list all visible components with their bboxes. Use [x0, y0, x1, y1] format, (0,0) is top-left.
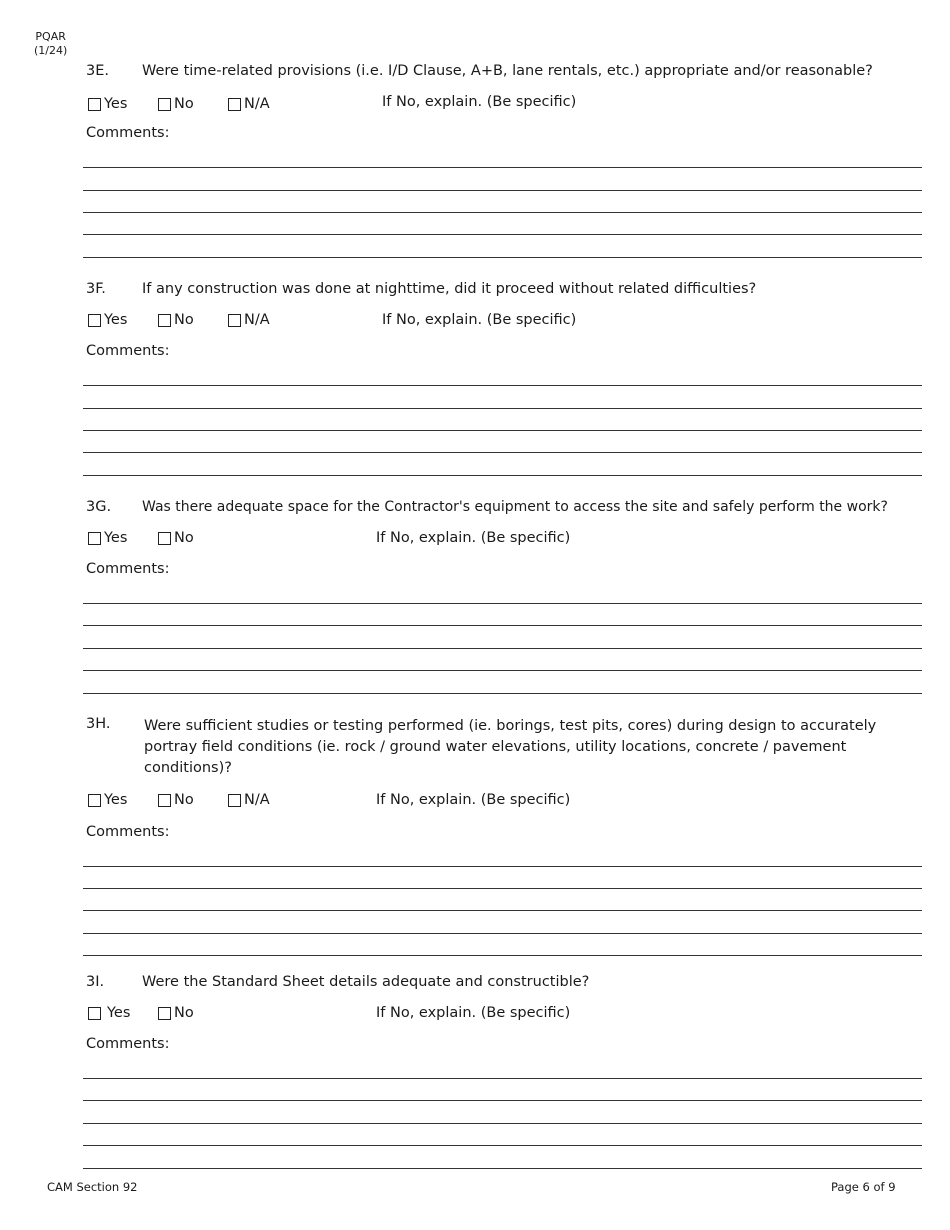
- question-3g-comment-line-1[interactable]: [83, 603, 922, 604]
- question-3e-comment-line-3[interactable]: [83, 212, 922, 213]
- question-3g-text: Was there adequate space for the Contractor's equipment to access the site and safely perform the work?: [142, 499, 888, 515]
- question-3f-comment-line-4[interactable]: [83, 452, 922, 453]
- question-3f-comment-line-1[interactable]: [83, 385, 922, 386]
- question-3h-comment-line-2[interactable]: [83, 888, 922, 889]
- checkbox-icon[interactable]: [88, 98, 101, 111]
- checkbox-icon[interactable]: [88, 794, 101, 807]
- question-3h-yes-checkbox[interactable]: Yes: [88, 792, 127, 808]
- question-3h-number: 3H.: [86, 716, 111, 732]
- question-3g-yes-checkbox[interactable]: Yes: [88, 530, 127, 546]
- question-3f-number: 3F.: [86, 281, 106, 297]
- question-3e-number: 3E.: [86, 63, 109, 79]
- question-3h-text: Were sufficient studies or testing performed (ie. borings, test pits, cores) during design to accurately portray field conditions (ie. rock / ground water elevations, utility locations, concrete / pavement conditions)?: [144, 718, 877, 776]
- question-3h-comment-line-1[interactable]: [83, 866, 922, 867]
- question-3h-comment-line-3[interactable]: [83, 910, 922, 911]
- question-3g-comment-line-3[interactable]: [83, 648, 922, 649]
- question-3f-comment-line-2[interactable]: [83, 408, 922, 409]
- question-3e-comments-label: Comments:: [86, 125, 170, 141]
- question-3h-comment-line-5[interactable]: [83, 955, 922, 956]
- checkbox-icon[interactable]: [158, 794, 171, 807]
- question-3e-comment-line-4[interactable]: [83, 234, 922, 235]
- checkbox-icon[interactable]: [158, 1007, 171, 1020]
- checkbox-icon[interactable]: [228, 794, 241, 807]
- question-3i-comment-line-1[interactable]: [83, 1078, 922, 1079]
- question-3f-text: If any construction was done at nighttime, did it proceed without related difficulties?: [142, 281, 757, 297]
- question-3i-comment-line-2[interactable]: [83, 1100, 922, 1101]
- question-3i-text: Were the Standard Sheet details adequate and constructible?: [142, 974, 590, 990]
- question-3f-comments-label: Comments:: [86, 343, 170, 359]
- checkbox-icon[interactable]: [158, 532, 171, 545]
- question-3e-comment-line-5[interactable]: [83, 257, 922, 258]
- question-3g-comment-line-2[interactable]: [83, 625, 922, 626]
- form-code-revision: (1/24): [34, 44, 68, 57]
- question-3e-explain-label: If No, explain. (Be specific): [382, 94, 577, 110]
- question-3i-no-checkbox[interactable]: No: [158, 1005, 194, 1021]
- question-3f-comment-line-5[interactable]: [83, 475, 922, 476]
- question-3g-number: 3G.: [86, 499, 112, 515]
- question-3g-comment-line-4[interactable]: [83, 670, 922, 671]
- checkbox-icon[interactable]: [88, 314, 101, 327]
- question-3g-no-checkbox[interactable]: No: [158, 530, 194, 546]
- question-3e-no-checkbox[interactable]: No: [158, 96, 194, 112]
- question-3i-comment-line-3[interactable]: [83, 1123, 922, 1124]
- question-3f-no-checkbox[interactable]: No: [158, 312, 194, 328]
- question-3i-explain-label: If No, explain. (Be specific): [376, 1005, 571, 1021]
- question-3e-text: Were time-related provisions (i.e. I/D Clause, A+B, lane rentals, etc.) appropriate and/or reasonable?: [142, 63, 873, 79]
- question-3g-comments-label: Comments:: [86, 561, 170, 577]
- question-3i-comment-line-5[interactable]: [83, 1168, 922, 1169]
- form-code: [34, 30, 67, 58]
- checkbox-icon[interactable]: [158, 314, 171, 327]
- question-3e-yes-checkbox[interactable]: Yes: [88, 96, 127, 112]
- question-3i-comment-line-4[interactable]: [83, 1145, 922, 1146]
- checkbox-icon[interactable]: [88, 532, 101, 545]
- question-3i-yes-checkbox[interactable]: Yes: [88, 1005, 130, 1021]
- question-3f-yes-checkbox[interactable]: Yes: [88, 312, 127, 328]
- question-3i-comments-label: Comments:: [86, 1036, 170, 1052]
- checkbox-icon[interactable]: [228, 98, 241, 111]
- question-3e-na-checkbox[interactable]: N/A: [228, 96, 270, 112]
- question-3e-comment-line-2[interactable]: [83, 190, 922, 191]
- question-3h-na-checkbox[interactable]: N/A: [228, 792, 270, 808]
- question-3f-comment-line-3[interactable]: [83, 430, 922, 431]
- question-3h-explain-label: If No, explain. (Be specific): [376, 792, 571, 808]
- question-3i-number: 3I.: [86, 974, 105, 990]
- checkbox-icon[interactable]: [158, 98, 171, 111]
- question-3h-comment-line-4[interactable]: [83, 933, 922, 934]
- footer-page-number: Page 6 of 9: [831, 1180, 896, 1194]
- question-3g-explain-label: If No, explain. (Be specific): [376, 530, 571, 546]
- question-3g-comment-line-5[interactable]: [83, 693, 922, 694]
- question-3h-no-checkbox[interactable]: No: [158, 792, 194, 808]
- question-3f-explain-label: If No, explain. (Be specific): [382, 312, 577, 328]
- question-3f-na-checkbox[interactable]: N/A: [228, 312, 270, 328]
- question-3h-comments-label: Comments:: [86, 824, 170, 840]
- checkbox-icon[interactable]: [88, 1007, 101, 1020]
- question-3e-comment-line-1[interactable]: [83, 167, 922, 168]
- footer-section: CAM Section 92: [47, 1180, 138, 1194]
- checkbox-icon[interactable]: [228, 314, 241, 327]
- form-code-name: PQAR: [35, 30, 66, 43]
